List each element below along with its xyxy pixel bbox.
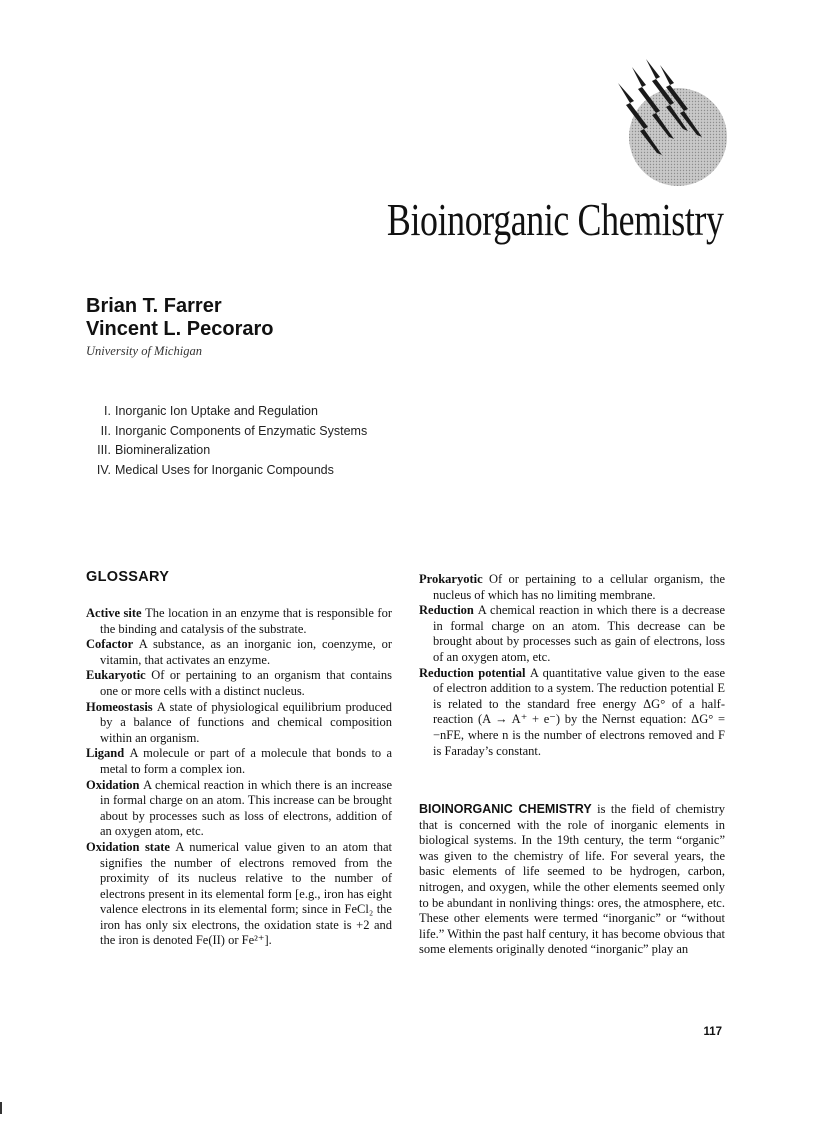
glossary-term: Cofactor <box>86 637 133 652</box>
glossary-definition: The location in an enzyme that is responsible for the binding and catalysis of the substrate. <box>100 606 393 636</box>
glossary-entry <box>86 746 392 777</box>
glossary-entry <box>86 668 392 699</box>
glossary-term: Eukaryotic <box>86 668 146 683</box>
glossary-definition: A chemical reaction in which there is an increase in formal charge on an atom. This increase can be brought about by processes such as loss of electrons, addition of an oxygen atom, etc. <box>100 777 392 839</box>
glossary-definition: Of or pertaining to an organism that contains one or more cells with a distinct nucleus. <box>100 668 393 698</box>
author-name: Brian T. Farrer <box>86 295 222 317</box>
glossary-term: Active site <box>86 606 142 620</box>
glossary-entry <box>419 572 725 603</box>
glossary-entry <box>86 606 392 637</box>
outline-label: Biomineralization <box>115 443 211 457</box>
outline-label: Inorganic Ion Uptake and Regulation <box>115 404 318 418</box>
glossary-entry <box>419 666 725 760</box>
outline-item <box>86 402 367 422</box>
glossary-term: Oxidation state <box>86 839 170 854</box>
outline-number: I. <box>104 404 111 418</box>
glossary-entry <box>86 700 392 747</box>
chapter-title: Bioinorganic Chemistry <box>387 194 724 245</box>
glossary-entry <box>86 840 392 949</box>
glossary-definition: A quantitative value given to the ease of electron addition to a system. The reduction potential E is related to the standard free energy ΔG° of a half-reaction (A → A⁺ + e⁻) by the Nernst equation: ΔG° = −nFE, where n is the number of electrons removed and F is Faraday’s constant. <box>433 665 725 758</box>
scan-edge-mark <box>0 1102 2 1114</box>
page-number: 117 <box>703 1026 722 1038</box>
outline-number: III. <box>97 443 111 457</box>
glossary-entry <box>86 637 392 668</box>
outline-item <box>86 422 367 442</box>
glossary-definition: A molecule or part of a molecule that bonds to a metal to form a complex ion. <box>100 746 393 776</box>
glossary-definition: Of or pertaining to a cellular organism, the nucleus of which has no limiting membrane. <box>433 572 725 602</box>
glossary-column-right <box>419 572 725 759</box>
glossary-column-left <box>86 606 392 949</box>
glossary-term: Reduction <box>419 603 474 618</box>
author-name: Vincent L. Pecoraro <box>86 318 274 340</box>
glossary-definition: A chemical reaction in which there is a decrease in formal charge on an atom. This decrease can be brought about by processes such as gain of electrons, loss of an oxygen atom, etc. <box>433 603 726 664</box>
outline-item <box>86 441 367 461</box>
glossary-term: Ligand <box>86 746 125 761</box>
glossary-term: Oxidation <box>86 777 140 792</box>
outline-label: Medical Uses for Inorganic Compounds <box>115 462 334 477</box>
intro-paragraph <box>419 802 725 958</box>
glossary-term: Reduction potential <box>419 665 526 680</box>
glossary-definition: A substance, as an inorganic ion, coenzyme, or vitamin, that activates an enzyme. <box>100 637 392 667</box>
chapter-outline <box>86 402 367 480</box>
author-block <box>86 295 273 359</box>
intro-body: is the field of chemistry that is concerned with the role of inorganic elements in biological systems. In the 19th century, the term “organic” was given to the chemistry of life. For several years, the basic elements of life seemed to be hydrogen, carbon, nitrogen, and oxygen, while the other elements seemed only to be abundant in nonliving things: ores, the atmosphere, etc. These other elements were termed “inorganic” or “without life.” Within the past half century, it has become obvious that some elements originally denoted “inorganic” play an <box>419 802 726 957</box>
lightning-bolts-sphere-icon <box>610 55 730 190</box>
intro-lead-in: BIOINORGANIC CHEMISTRY <box>419 802 592 816</box>
glossary-term: Homeostasis <box>86 699 153 714</box>
glossary-entry <box>419 603 725 665</box>
outline-number: IV. <box>96 462 111 477</box>
glossary-definition: A numerical value given to an atom that signifies the number of electrons removed from the proximity of its nucleus relative to the number of electrons present in its elemental form [e.g., iron has eight valence electrons in its elemental form; since in FeCl₂ the iron has only six electrons, the oxidation state is +2 and the iron is denoted Fe(II) or Fe²⁺]. <box>100 839 393 948</box>
glossary-entry <box>86 778 392 840</box>
author-affiliation: University of Michigan <box>86 344 202 358</box>
glossary-heading: GLOSSARY <box>86 569 170 585</box>
glossary-definition: A state of physiological equilibrium produced by a balance of functions and chemical composition within an organism. <box>100 699 393 745</box>
outline-label: Inorganic Components of Enzymatic Systems <box>115 423 368 438</box>
outline-number: II. <box>100 423 111 438</box>
glossary-term: Prokaryotic <box>419 572 483 586</box>
outline-item <box>86 461 367 481</box>
